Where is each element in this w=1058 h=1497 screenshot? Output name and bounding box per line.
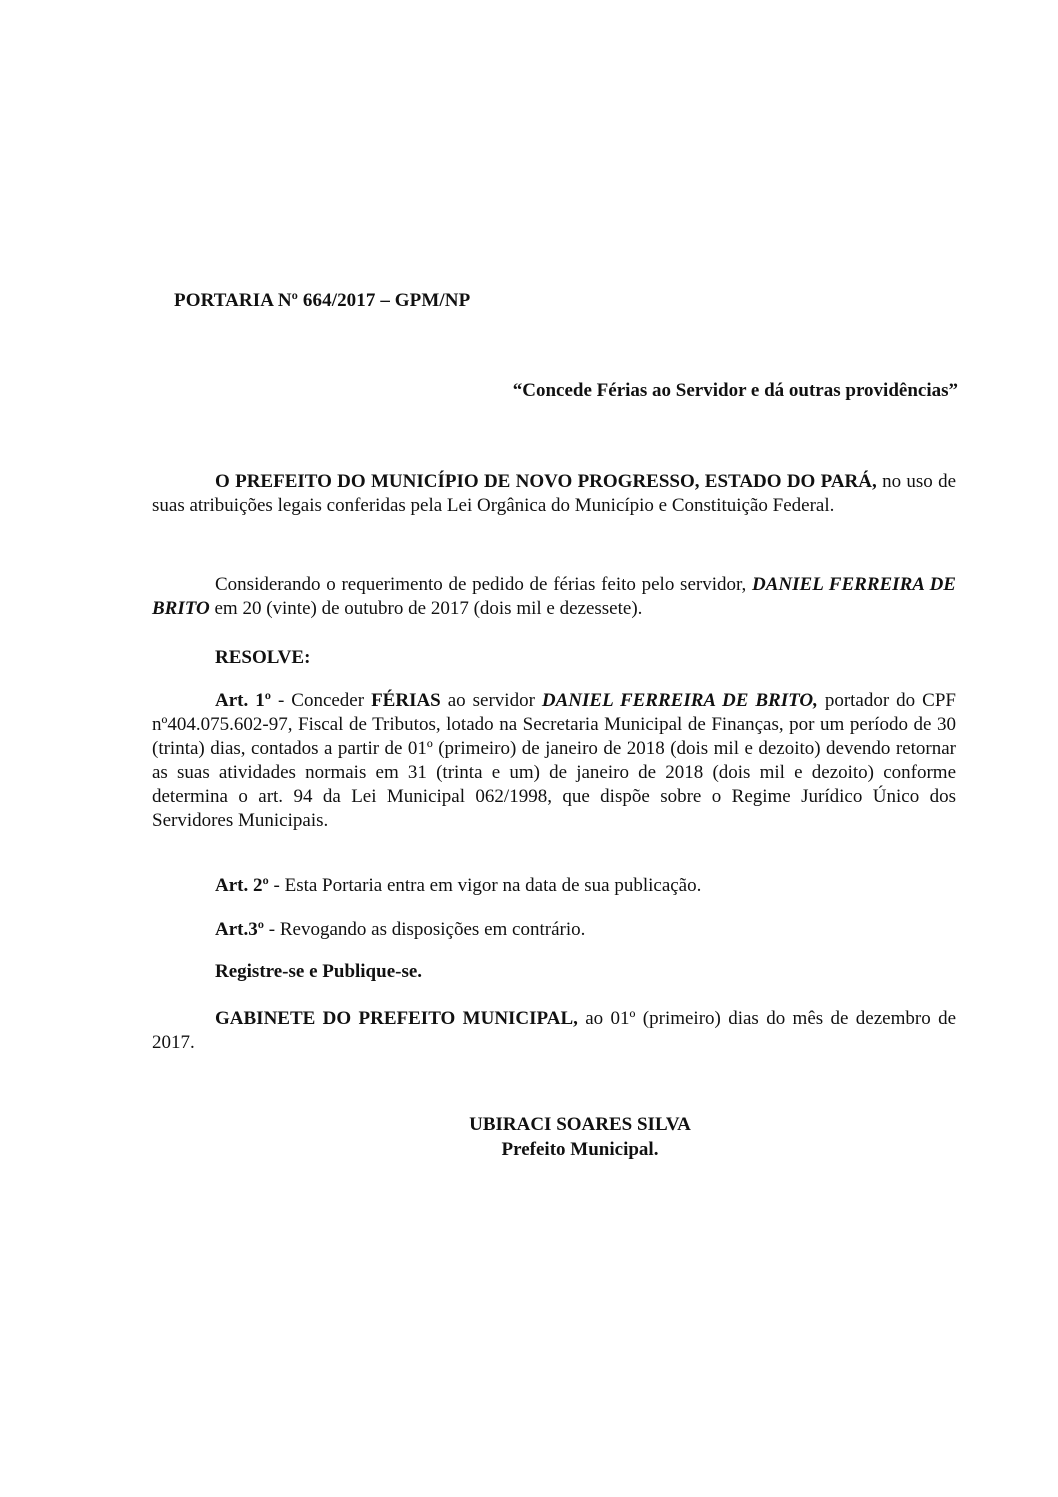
gabinete-label: GABINETE DO PREFEITO MUNICIPAL, [215, 1008, 578, 1029]
considerando-paragraph [152, 573, 956, 621]
art1-part3: portador do CPF nº404.075.602-97, Fiscal de Tributos, lotado na Secretaria Municipal de Finanças, por um período de 30 (trinta) dias, contados a partir de 01º (primeiro) de janeiro de 2018 (dois mil e dezoito) devendo retornar as suas atividades normais em 31 (trinta e um) de janeiro de 2018 (dois mil e dezoito) conforme determina o art. 94 da Lei Municipal 062/1998, que dispõe sobre o Regime Jurídico Único dos Servidores Municipais. [152, 690, 956, 831]
art1-part1: - Conceder [270, 690, 372, 711]
resolve-heading: RESOLVE: [215, 647, 311, 668]
gabinete-paragraph [152, 1007, 956, 1055]
art2-paragraph [152, 874, 956, 898]
art3-text: - Revogando as disposições em contrário. [264, 919, 586, 940]
art3-label: Art.3º [215, 919, 265, 940]
art1-part2: ao servidor [440, 690, 542, 711]
signature-block [330, 1112, 830, 1162]
art1-name: DANIEL FERREIRA DE BRITO, [541, 690, 818, 711]
art1-label: Art. 1º [215, 690, 271, 711]
preamble-paragraph [152, 470, 956, 518]
art1-ferias: FÉRIAS [371, 690, 441, 711]
art2-label: Art. 2º [215, 875, 269, 896]
signature-role: Prefeito Municipal. [501, 1139, 659, 1160]
art2-text: - Esta Portaria entra em vigor na data de sua publicação. [268, 875, 702, 896]
gabinete-text: ao 01º (primeiro) dias do mês de dezembro de 2017. [152, 1008, 956, 1053]
preamble-text: no uso de suas atribuições legais conferidas pela Lei Orgânica do Município e Constituição Federal. [152, 471, 957, 516]
considerando-before: Considerando o requerimento de pedido de férias feito pelo servidor, [215, 574, 753, 595]
art3-paragraph [152, 918, 956, 942]
art1-paragraph [152, 689, 956, 833]
registre-line: Registre-se e Publique-se. [215, 961, 423, 982]
considerando-after: em 20 (vinte) de outubro de 2017 (dois mil e dezessete). [209, 598, 643, 619]
considerando-name: DANIEL FERREIRA DE BRITO [152, 574, 956, 619]
portaria-title: PORTARIA Nº 664/2017 – GPM/NP [174, 290, 471, 311]
preamble-authority: O PREFEITO DO MUNICÍPIO DE NOVO PROGRESSO, ESTADO DO PARÁ, [215, 471, 877, 492]
signature-name: UBIRACI SOARES SILVA [469, 1114, 691, 1135]
ementa: “Concede Férias ao Servidor e dá outras providências” [512, 380, 958, 401]
